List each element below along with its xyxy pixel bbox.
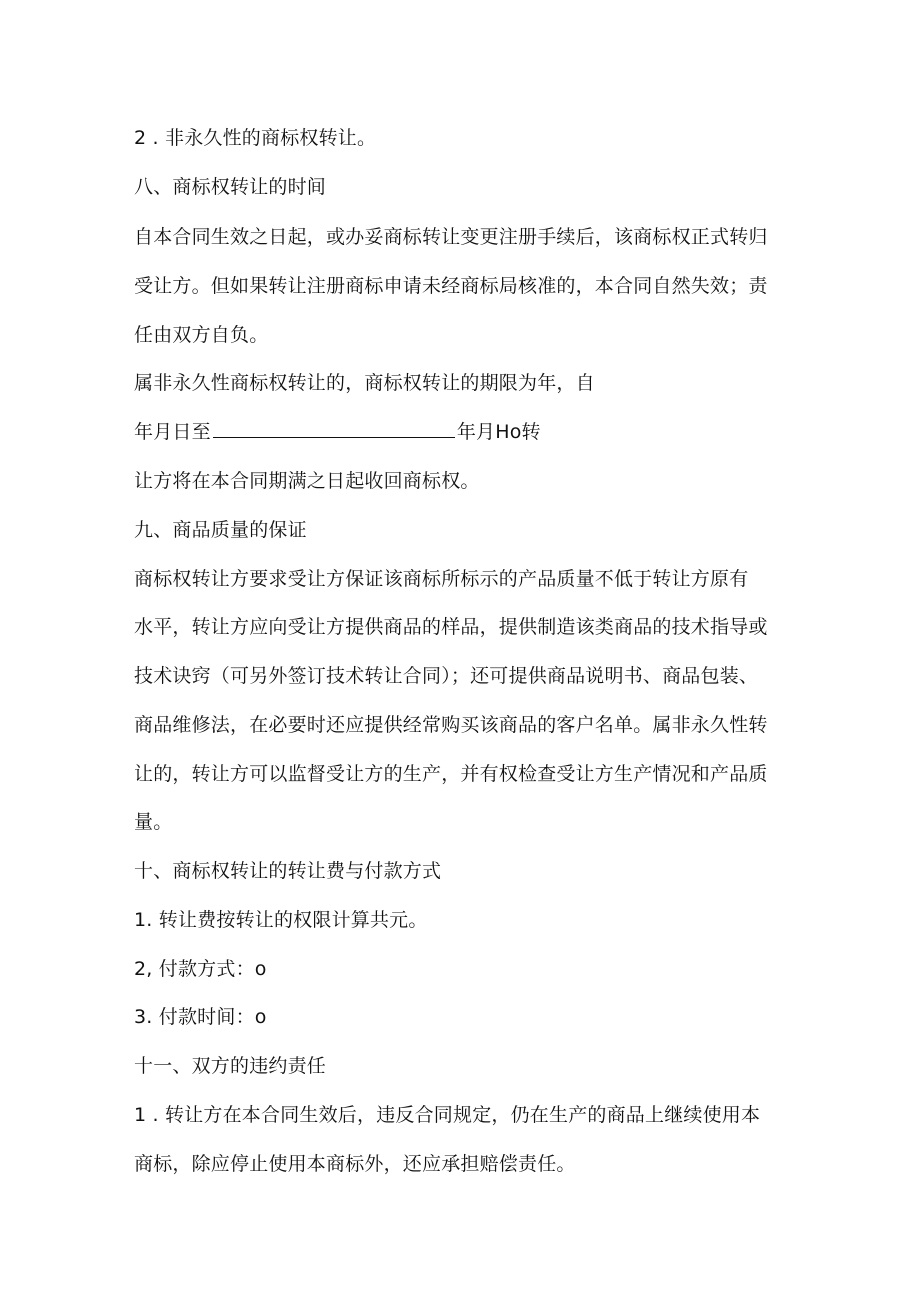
section-10-item-1: 1. 转让费按转让的权限计算共元。 [134,909,428,931]
section-9-para-line-3: 技术诀窍（可另外签订技术转让合同）；还可提供商品说明书、商品包装、 [134,665,759,687]
section-9-para-line-2: 水平，转让方应向受让方提供商品的样品，提供制造该类商品的技术指导或 [134,616,768,638]
term-line-2 [134,419,541,445]
section-10-heading: 十、商标权转让的转让费与付款方式 [134,860,442,882]
section-9-para-line-4: 商品维修法，在必要时还应提供经常购买该商品的客户名单。属非永久性转 [134,714,768,736]
section-11-item-1-line-2: 商标，除应停止使用本商标外，还应承担赔偿责任。 [134,1153,576,1175]
section-8-para-line-3: 任由双方自负。 [134,324,269,346]
term-start-text: 年月日至 [134,421,211,443]
section-11-item-1-line-1: 1 . 转让方在本合同生效后，违反合同规定，仍在生产的商品上继续使用本 [134,1104,761,1126]
term-line-1: 属非永久性商标权转让的，商标权转让的期限为年，自 [134,372,595,394]
section-9-para-line-6: 量。 [134,811,173,833]
section-10-item-2: 2, 付款方式：o [134,958,267,980]
section-11-heading: 十一、双方的违约责任 [134,1055,327,1077]
section-8-para-line-2: 受让方。但如果转让注册商标申请未经商标局核准的，本合同自然失效；责 [134,275,768,297]
term-line-3: 让方将在本合同期满之日起收回商标权。 [134,470,480,492]
item-2-non-permanent: 2 . 非永久性的商标权转让。 [134,127,377,149]
term-end-text: 年月Ho转 [456,421,541,443]
section-8-heading: 八、商标权转让的时间 [134,176,327,198]
section-9-para-line-1: 商标权转让方要求受让方保证该商标所标示的产品质量不低于转让方原有 [134,568,749,590]
section-10-item-3: 3. 付款时间：o [134,1006,267,1028]
section-9-para-line-5: 让的，转让方可以监督受让方的生产，并有权检查受让方生产情况和产品质 [134,763,768,785]
fill-in-blank [213,419,455,438]
section-8-para-line-1: 自本合同生效之日起，或办妥商标转让变更注册手续后，该商标权正式转归 [134,226,768,248]
section-9-heading: 九、商品质量的保证 [134,519,307,541]
